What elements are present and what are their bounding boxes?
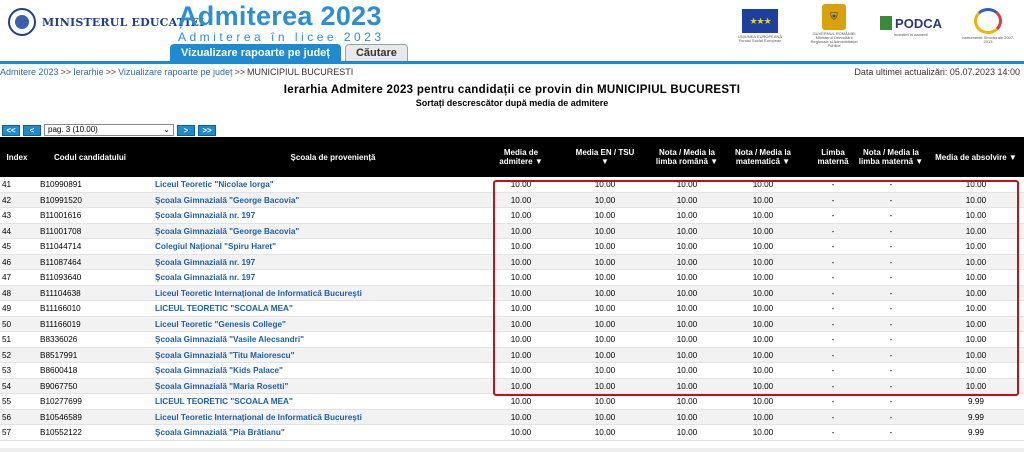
cell-media-absolvire: 9.99 xyxy=(968,397,984,406)
cell-code: B10277699 xyxy=(40,397,82,406)
cell-media-absolvire: 10.00 xyxy=(965,319,987,329)
eu-logo xyxy=(732,9,788,43)
cell-media-absolvire: 10.00 xyxy=(965,288,987,298)
page-title: Ierarhia Admitere 2023 pentru candidații ce provin din MUNICIPIUL BUCURESTI xyxy=(283,84,741,96)
cell-school[interactable]: Liceul Teoretic "Genesis College" xyxy=(155,319,286,329)
site-header xyxy=(0,0,1024,62)
page-subtitle: Sortați descrescător după media de admitere xyxy=(415,98,609,108)
cell-nota-limba-materna: - xyxy=(889,335,893,344)
cell-school[interactable]: Şcoala Gimnazială "Vasile Alecsandri" xyxy=(155,335,304,344)
cell-media-en: 10.00 xyxy=(594,211,616,220)
tab-underline xyxy=(0,61,1024,64)
breadcrumb-current: MUNICIPIUL BUCURESTI xyxy=(247,67,354,77)
next-page-button[interactable]: > xyxy=(177,125,195,136)
col-media-admitere[interactable]: Media de admitere ▼ xyxy=(499,148,543,166)
cell-code: B8336026 xyxy=(40,335,78,344)
cell-media-en: 10.00 xyxy=(594,381,616,391)
cell-media-admitere: 10.00 xyxy=(510,180,532,189)
cell-media-admitere: 10.00 xyxy=(510,350,532,360)
cell-media-admitere: 10.00 xyxy=(510,304,532,313)
cell-limba-materna: - xyxy=(831,412,835,422)
cell-index: 45 xyxy=(2,242,12,251)
cell-nota-romana: 10.00 xyxy=(676,304,698,313)
cell-media-en: 10.00 xyxy=(594,304,616,313)
cell-nota-romana: 10.00 xyxy=(676,319,698,329)
cell-code: B10990891 xyxy=(40,180,82,189)
cell-media-en: 10.00 xyxy=(594,412,616,422)
cell-limba-materna: - xyxy=(831,195,835,205)
cell-media-absolvire: 10.00 xyxy=(965,350,987,360)
cell-nota-limba-materna: - xyxy=(889,428,893,437)
cell-nota-limba-materna: - xyxy=(889,319,893,329)
cell-media-admitere: 10.00 xyxy=(510,195,532,205)
breadcrumb-separator: >> xyxy=(234,67,246,77)
cell-media-absolvire: 10.00 xyxy=(965,335,987,344)
cell-nota-limba-materna: - xyxy=(889,366,893,375)
cell-media-en: 10.00 xyxy=(594,257,616,267)
cell-nota-matematica: 10.00 xyxy=(752,397,774,406)
cell-nota-romana: 10.00 xyxy=(676,211,698,220)
cell-index: 56 xyxy=(2,412,12,422)
podca-logo-icon xyxy=(880,16,892,30)
cell-limba-materna: - xyxy=(831,304,835,313)
cell-school[interactable]: Liceul Teoretic Internaţional de Informatică Bucureşti xyxy=(155,412,362,422)
prev-page-button[interactable]: < xyxy=(23,125,41,136)
eu-flag-icon: ★★★ xyxy=(742,9,778,33)
cell-media-en: 10.00 xyxy=(594,319,616,329)
cell-media-absolvire: 10.00 xyxy=(965,304,987,313)
structural-instruments-caption: Instrumente Structurale 2007-2013 xyxy=(961,35,1015,44)
government-logo-caption: GUVERNUL ROMÂNIEI Ministerul Dezvoltării Regionale și Administrației Publice xyxy=(810,31,858,48)
pagination xyxy=(2,124,216,136)
cell-index: 46 xyxy=(2,257,12,267)
cell-media-en: 10.00 xyxy=(594,350,616,360)
cell-media-admitere: 10.00 xyxy=(510,397,532,406)
cell-media-absolvire: 10.00 xyxy=(965,226,987,236)
cell-media-absolvire: 10.00 xyxy=(965,180,987,189)
breadcrumb-separator: >> xyxy=(60,67,72,77)
cell-limba-materna: - xyxy=(831,397,835,406)
cell-limba-materna: - xyxy=(831,273,835,282)
cell-media-en: 10.00 xyxy=(594,226,616,236)
structural-instruments-logo xyxy=(960,8,1016,44)
cell-nota-matematica: 10.00 xyxy=(752,288,774,298)
cell-nota-matematica: 10.00 xyxy=(752,226,774,236)
cell-limba-materna: - xyxy=(831,428,835,437)
cell-nota-limba-materna: - xyxy=(889,195,893,205)
cell-media-en: 10.00 xyxy=(594,273,616,282)
cell-nota-matematica: 10.00 xyxy=(752,319,774,329)
col-nota-limba-materna[interactable]: Nota / Media la limba maternă ▼ xyxy=(858,148,924,166)
cell-media-en: 10.00 xyxy=(594,180,616,189)
cell-nota-limba-materna: - xyxy=(889,242,893,251)
cell-media-admitere: 10.00 xyxy=(510,412,532,422)
table-row xyxy=(0,425,1024,441)
structural-instruments-icon xyxy=(974,8,1002,34)
cell-limba-materna: - xyxy=(831,242,835,251)
cell-nota-matematica: 10.00 xyxy=(752,381,774,391)
cell-nota-romana: 10.00 xyxy=(676,226,698,236)
last-page-button[interactable]: >> xyxy=(198,125,216,136)
cell-media-admitere: 10.00 xyxy=(510,366,532,375)
cell-limba-materna: - xyxy=(831,226,835,236)
cell-code: B11001616 xyxy=(40,211,82,220)
nav-tabs xyxy=(170,44,408,62)
first-page-button[interactable]: << xyxy=(2,125,20,136)
cell-nota-matematica: 10.00 xyxy=(752,273,774,282)
cell-limba-materna: - xyxy=(831,257,835,267)
cell-nota-limba-materna: - xyxy=(889,180,893,189)
cell-nota-limba-materna: - xyxy=(889,288,893,298)
cell-nota-limba-materna: - xyxy=(889,350,893,360)
cell-limba-materna: - xyxy=(831,211,835,220)
cell-nota-romana: 10.00 xyxy=(676,257,698,267)
tab-cautare[interactable]: Căutare xyxy=(345,44,408,62)
cell-media-admitere: 10.00 xyxy=(510,226,532,236)
ministry-crest-icon xyxy=(8,8,36,36)
cell-media-en: 10.00 xyxy=(594,366,616,375)
cell-limba-materna: - xyxy=(831,180,835,189)
table-row xyxy=(0,410,1024,426)
cell-nota-matematica: 10.00 xyxy=(752,195,774,205)
cell-nota-limba-materna: - xyxy=(889,273,893,282)
cell-school[interactable]: Şcoala Gimnazială nr. 197 xyxy=(155,257,256,267)
cell-media-en: 10.00 xyxy=(594,195,616,205)
cell-nota-limba-materna: - xyxy=(889,381,893,391)
cell-school[interactable]: LICEUL TEORETIC "SCOALA MEA" xyxy=(155,304,293,313)
cell-limba-materna: - xyxy=(831,319,835,329)
col-media-en[interactable]: Media EN / TSU ▼ xyxy=(575,148,635,166)
cell-index: 47 xyxy=(2,273,12,282)
breadcrumb-admitere[interactable]: Admitere 2023 xyxy=(0,67,59,77)
cell-index: 50 xyxy=(2,319,12,329)
ministry-name: MINISTERUL EDUCAȚIEI xyxy=(42,15,205,29)
cell-nota-matematica: 10.00 xyxy=(752,366,774,375)
cell-nota-romana: 10.00 xyxy=(676,366,698,375)
cell-nota-matematica: 10.00 xyxy=(752,242,774,251)
chevron-down-icon: ⌄ xyxy=(163,125,170,134)
cell-school[interactable]: Şcoala Gimnazială "Titu Maiorescu" xyxy=(155,350,295,360)
col-nota-romana[interactable]: Nota / Media la limba română ▼ xyxy=(655,148,719,166)
brand-subtitle: Admiterea în licee 2023 xyxy=(178,30,385,44)
cell-school[interactable]: Şcoala Gimnazială "Kids Palace" xyxy=(155,366,283,375)
cell-school[interactable]: Liceul Teoretic Internaţional de Informatică Bucureşti xyxy=(155,288,362,298)
cell-code: B8517991 xyxy=(40,350,78,360)
cell-index: 54 xyxy=(2,381,12,391)
tab-vizualizare-rapoarte[interactable]: Vizualizare rapoarte pe județ xyxy=(170,44,341,62)
cell-code: B11104638 xyxy=(40,288,81,298)
cell-index: 57 xyxy=(2,428,12,437)
cell-index: 49 xyxy=(2,304,12,313)
cell-limba-materna: - xyxy=(831,366,835,375)
cell-nota-matematica: 10.00 xyxy=(752,412,774,422)
cell-index: 44 xyxy=(2,226,12,236)
cell-nota-limba-materna: - xyxy=(889,412,893,422)
last-update: Data ultimei actualizări: 05.07.2023 14:00 xyxy=(854,67,1020,77)
cell-media-admitere: 10.00 xyxy=(510,273,532,282)
cell-school[interactable]: Liceul Teoretic "Nicolae Iorga" xyxy=(155,180,274,189)
horizontal-scrollbar[interactable] xyxy=(0,448,1024,452)
cell-media-admitere: 10.00 xyxy=(510,428,532,437)
breadcrumb-ierarhie[interactable]: Ierarhie xyxy=(73,67,104,77)
cell-code: B10991520 xyxy=(40,195,82,205)
cell-nota-matematica: 10.00 xyxy=(752,350,774,360)
cell-media-en: 10.00 xyxy=(594,428,616,437)
col-index: Index xyxy=(6,152,28,162)
cell-media-admitere: 10.00 xyxy=(510,257,532,267)
cell-media-absolvire: 10.00 xyxy=(965,211,987,220)
cell-nota-matematica: 10.00 xyxy=(752,211,774,220)
col-media-absolvire[interactable]: Media de absolvire ▼ xyxy=(935,152,1017,162)
eu-logo-caption: UNIUNEA EUROPEANĂ Fondul Social European xyxy=(738,34,783,43)
page-select[interactable] xyxy=(44,124,174,136)
cell-code: B11001708 xyxy=(40,226,82,236)
podca-label: PODCA xyxy=(895,15,942,31)
cell-media-absolvire: 10.00 xyxy=(965,195,987,205)
cell-code: B11087464 xyxy=(40,257,82,267)
cell-media-en: 10.00 xyxy=(594,242,616,251)
cell-nota-limba-materna: - xyxy=(889,257,893,267)
cell-nota-romana: 10.00 xyxy=(676,180,698,189)
cell-limba-materna: - xyxy=(831,335,835,344)
cell-media-admitere: 10.00 xyxy=(510,242,532,251)
cell-media-en: 10.00 xyxy=(594,288,616,298)
page-select-value: pag. 3 (10.00) xyxy=(48,125,98,134)
cell-nota-matematica: 10.00 xyxy=(752,335,774,344)
cell-school[interactable]: Şcoala Gimnazială "Maria Rosetti" xyxy=(155,381,289,391)
cell-index: 51 xyxy=(2,335,12,344)
breadcrumb xyxy=(0,67,1024,79)
podca-logo-caption: Investim în oameni! xyxy=(893,31,929,37)
cell-school[interactable]: Colegiul Naţional "Spiru Haret" xyxy=(155,242,277,251)
cell-nota-romana: 10.00 xyxy=(676,335,698,344)
cell-nota-limba-materna: - xyxy=(889,304,893,313)
cell-nota-limba-materna: - xyxy=(889,226,893,236)
breadcrumb-separator: >> xyxy=(105,67,117,77)
brand[interactable] xyxy=(178,2,385,44)
cell-nota-matematica: 10.00 xyxy=(752,257,774,267)
cell-school[interactable]: Şcoala Gimnazială "George Bacovia" xyxy=(155,226,300,236)
cell-code: B11166010 xyxy=(40,304,81,313)
highlight-box xyxy=(493,180,1019,396)
col-cod-candidat: Codul candidatului xyxy=(54,152,126,162)
cell-code: B10552122 xyxy=(40,428,82,437)
cell-nota-romana: 10.00 xyxy=(676,242,698,251)
col-nota-matematica[interactable]: Nota / Media la matematică ▼ xyxy=(734,148,791,166)
cell-media-admitere: 10.00 xyxy=(510,381,532,391)
cell-code: B11093640 xyxy=(40,273,82,282)
cell-media-absolvire: 10.00 xyxy=(965,257,987,267)
cell-limba-materna: - xyxy=(831,381,835,391)
cell-school[interactable]: Şcoala Gimnazială nr. 197 xyxy=(155,211,256,220)
cell-school[interactable]: Şcoala Gimnazială "George Bacovia" xyxy=(155,195,300,205)
cell-code: B11166019 xyxy=(40,319,81,329)
cell-nota-romana: 10.00 xyxy=(676,195,698,205)
breadcrumb-rapoarte[interactable]: Vizualizare rapoarte pe județ xyxy=(118,67,233,77)
cell-media-en: 10.00 xyxy=(594,397,616,406)
podca-logo xyxy=(880,16,942,37)
cell-nota-romana: 10.00 xyxy=(676,397,698,406)
cell-index: 48 xyxy=(2,288,12,298)
cell-media-absolvire: 10.00 xyxy=(965,273,987,282)
cell-nota-matematica: 10.00 xyxy=(752,304,774,313)
cell-index: 41 xyxy=(2,180,12,189)
cell-nota-matematica: 10.00 xyxy=(752,180,774,189)
table-row xyxy=(0,394,1024,410)
cell-nota-romana: 10.00 xyxy=(676,273,698,282)
table-header xyxy=(0,137,1024,177)
cell-nota-romana: 10.00 xyxy=(676,412,698,422)
cell-media-admitere: 10.00 xyxy=(510,288,532,298)
cell-limba-materna: - xyxy=(831,350,835,360)
cell-index: 55 xyxy=(2,397,12,406)
cell-media-admitere: 10.00 xyxy=(510,335,532,344)
cell-limba-materna: - xyxy=(831,288,835,298)
brand-title: Admiterea 2023 xyxy=(178,1,382,31)
partner-logos xyxy=(732,4,1016,48)
cell-index: 43 xyxy=(2,211,12,220)
cell-index: 42 xyxy=(2,195,12,205)
romania-coat-of-arms-icon: ⛨ xyxy=(822,4,846,30)
cell-code: B8600418 xyxy=(40,366,78,375)
cell-media-absolvire: 9.99 xyxy=(968,428,984,437)
cell-school[interactable]: Şcoala Gimnazială "Pia Brătianu" xyxy=(155,428,285,437)
cell-media-admitere: 10.00 xyxy=(510,211,532,220)
cell-media-absolvire: 9.99 xyxy=(968,412,984,422)
cell-school[interactable]: LICEUL TEORETIC "SCOALA MEA" xyxy=(155,397,293,406)
cell-nota-romana: 10.00 xyxy=(676,350,698,360)
cell-media-absolvire: 10.00 xyxy=(965,381,987,391)
cell-media-absolvire: 10.00 xyxy=(965,366,987,375)
cell-index: 52 xyxy=(2,350,12,360)
cell-nota-limba-materna: - xyxy=(889,211,893,220)
col-limba-materna: Limba maternă xyxy=(817,148,849,166)
cell-nota-limba-materna: - xyxy=(889,397,893,406)
cell-nota-romana: 10.00 xyxy=(676,381,698,391)
cell-media-absolvire: 10.00 xyxy=(965,242,987,251)
cell-code: B11044714 xyxy=(40,242,82,251)
cell-nota-matematica: 10.00 xyxy=(752,428,774,437)
cell-code: B9067750 xyxy=(40,381,78,391)
cell-nota-romana: 10.00 xyxy=(676,428,698,437)
cell-code: B10546589 xyxy=(40,412,82,422)
cell-nota-romana: 10.00 xyxy=(676,288,698,298)
cell-index: 53 xyxy=(2,366,12,375)
cell-school[interactable]: Şcoala Gimnazială nr. 197 xyxy=(155,273,256,282)
cell-media-en: 10.00 xyxy=(594,335,616,344)
cell-media-admitere: 10.00 xyxy=(510,319,532,329)
government-logo xyxy=(806,4,862,48)
ministry-logo[interactable] xyxy=(8,8,204,36)
col-scoala: Școala de proveniență xyxy=(290,152,376,162)
